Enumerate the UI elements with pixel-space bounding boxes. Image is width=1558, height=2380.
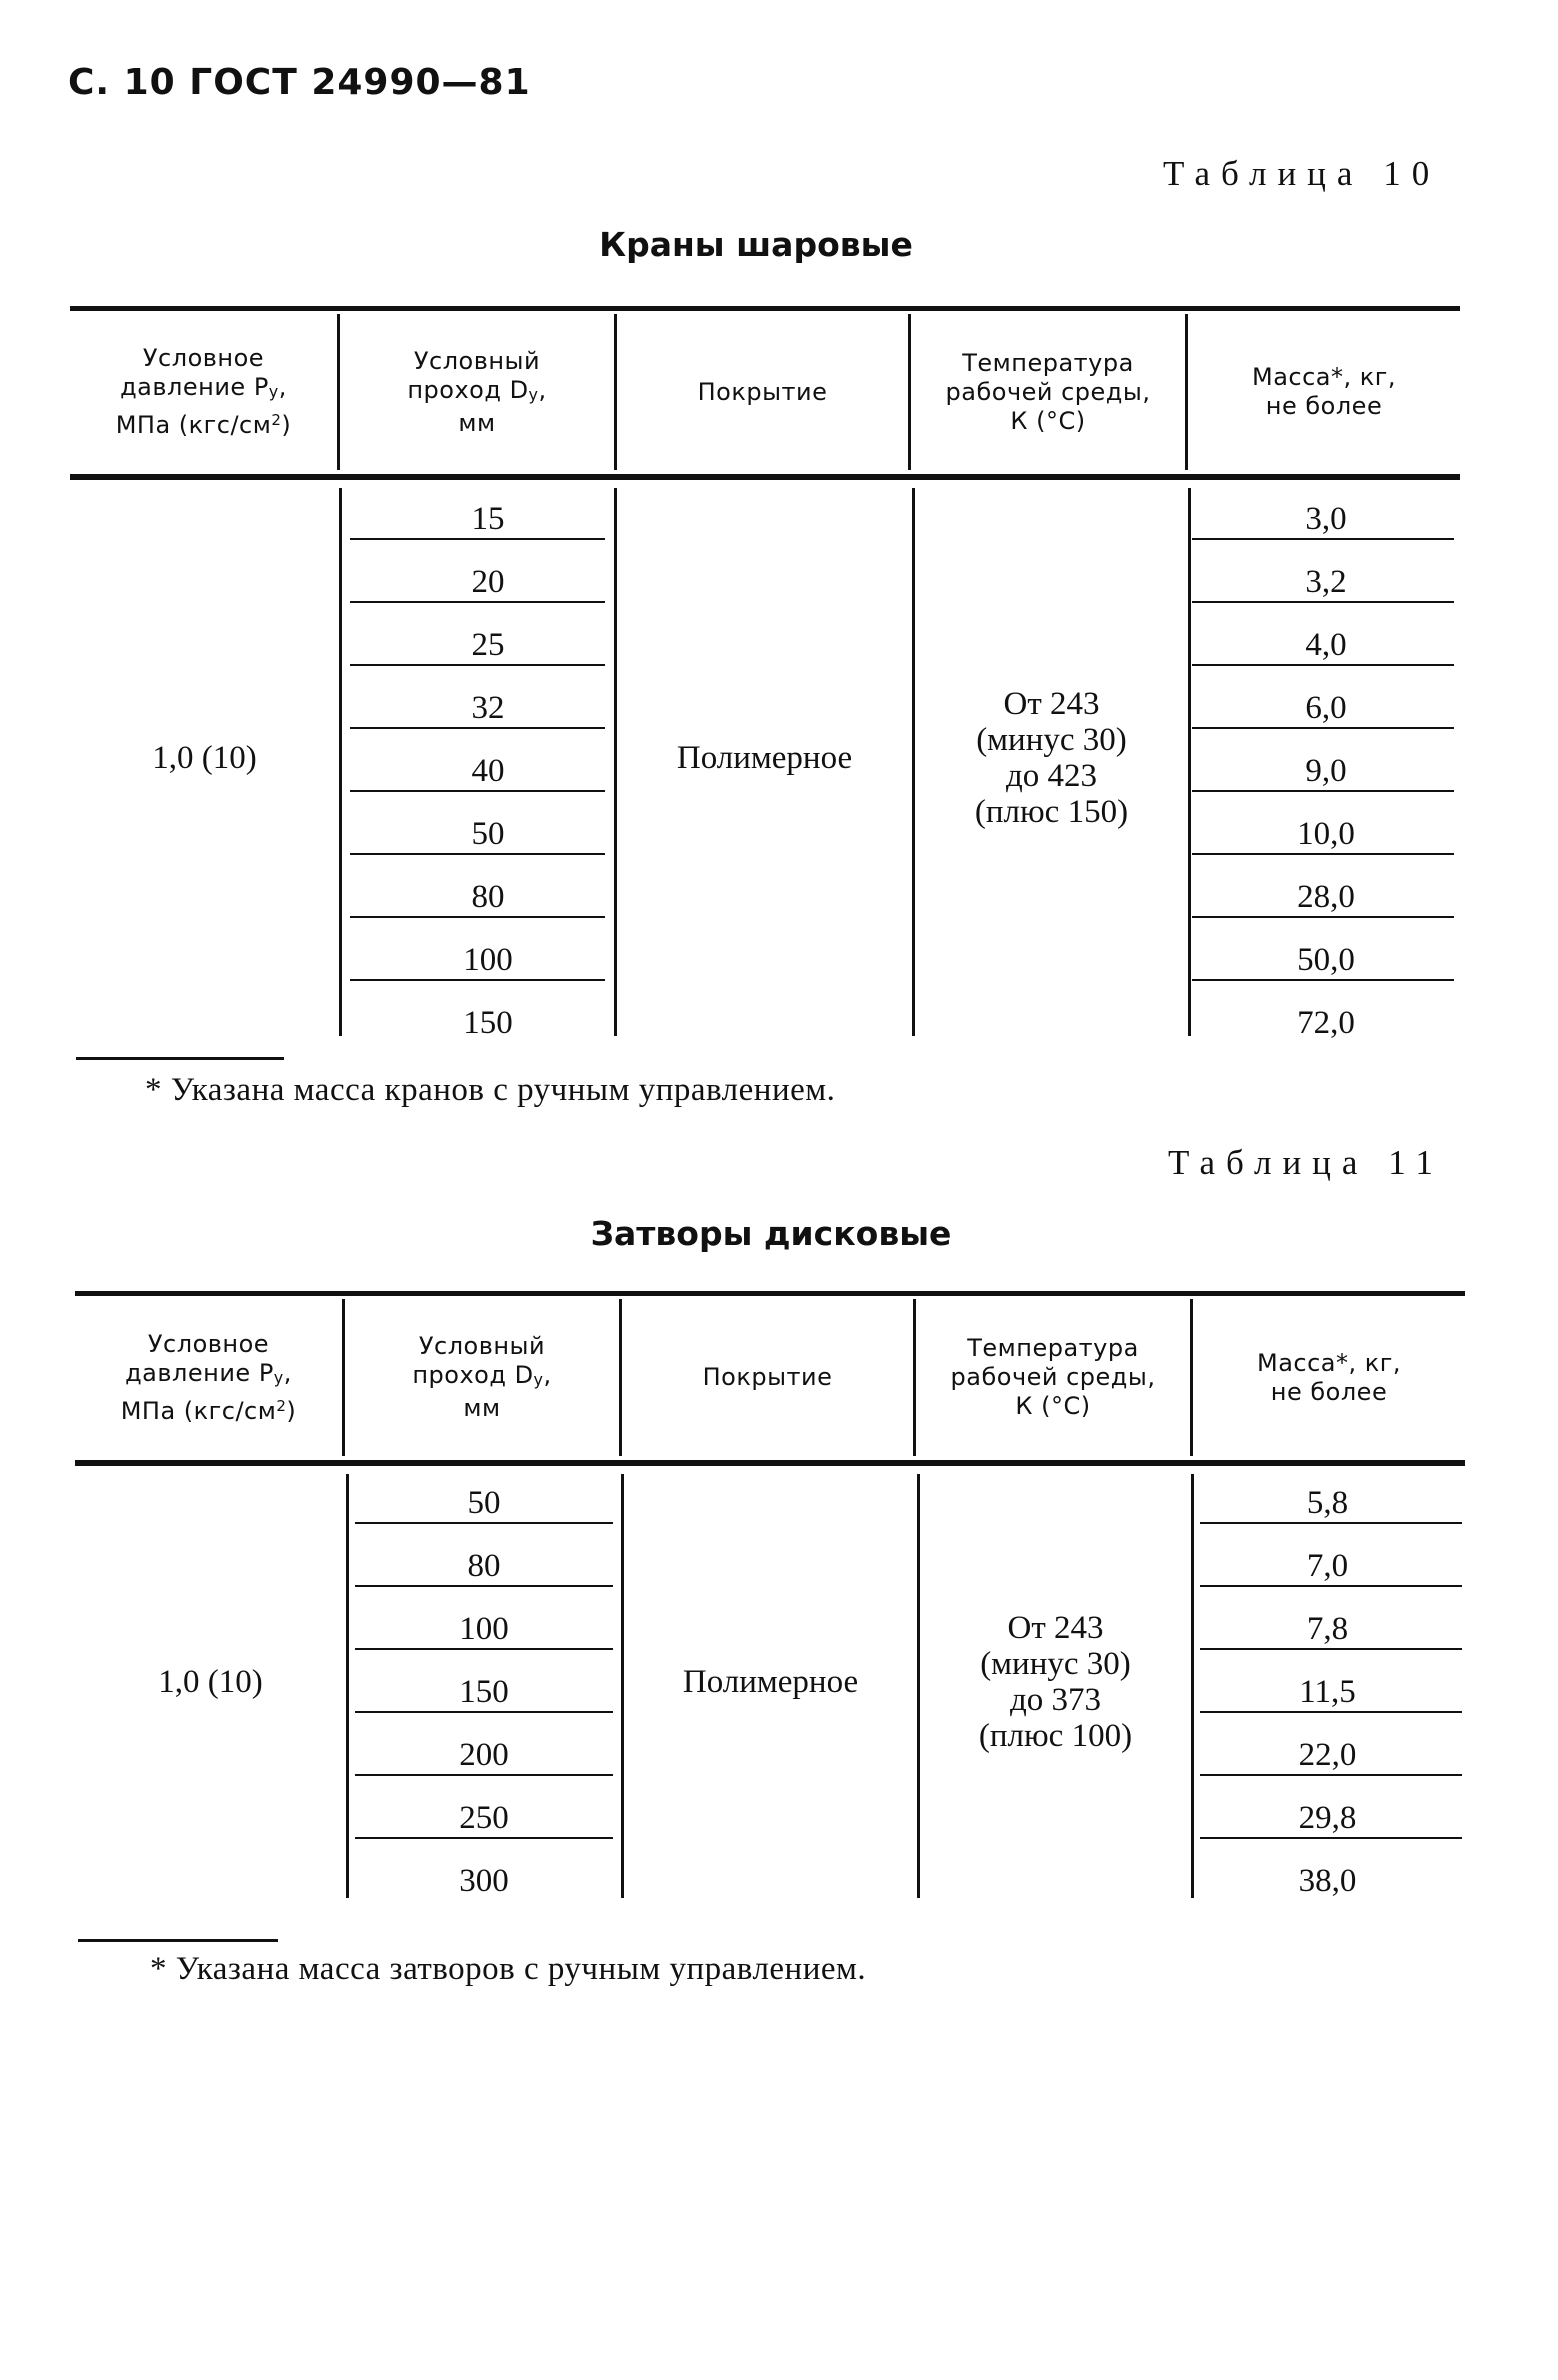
- mass-cell: 9,0: [1305, 753, 1347, 789]
- passage-cell: 40: [471, 753, 505, 789]
- mass-cell: 28,0: [1297, 879, 1355, 915]
- passage-cell: 150: [463, 1005, 513, 1041]
- row-rule: [350, 727, 605, 729]
- mass-cell: 7,8: [1306, 1611, 1349, 1647]
- passage-cell: 100: [459, 1611, 509, 1647]
- pressure-value: 1,0 (10): [158, 1664, 263, 1700]
- temperature-value: От 243 (минус 30) до 423 (плюс 150): [974, 686, 1129, 830]
- passage-cell: 15: [471, 501, 505, 537]
- pressure-value: 1,0 (10): [152, 740, 257, 776]
- table-title: Краны шаровые: [599, 225, 913, 264]
- header-temperature: Температура рабочей среды, К (°С): [950, 1334, 1156, 1420]
- passage-cell: 250: [459, 1800, 509, 1836]
- row-rule: [355, 1774, 613, 1776]
- table-label: Таблица 10: [1163, 154, 1441, 193]
- row-rule: [350, 916, 605, 918]
- header-pressure: Условное давление $P_у$, МПа $(кгс/см^2)$: [115, 344, 292, 439]
- row-rule: [1200, 1522, 1462, 1524]
- row-rule: [1192, 601, 1454, 603]
- mass-cell: 5,8: [1306, 1485, 1349, 1521]
- header-coating: Покрытие: [702, 1363, 833, 1391]
- table-header-rule: [75, 1460, 1465, 1466]
- mass-cell: 7,0: [1306, 1548, 1349, 1584]
- row-rule: [350, 538, 605, 540]
- row-rule: [1192, 790, 1454, 792]
- row-rule: [350, 979, 605, 981]
- row-rule: [350, 664, 605, 666]
- passage-cell: 80: [467, 1548, 501, 1584]
- column-divider: [1188, 488, 1191, 1036]
- header-mass: Масса*, кг, не более: [1256, 1348, 1401, 1406]
- table-label: Таблица 11: [1168, 1143, 1444, 1182]
- passage-cell: 80: [471, 879, 505, 915]
- mass-cell: 38,0: [1298, 1863, 1357, 1899]
- page-header: С. 10 ГОСТ 24990—81: [68, 62, 531, 103]
- header-pressure: Условное давление $P_у$, МПа $(кгс/см^2)$: [120, 1329, 297, 1425]
- table-title: Затворы дисковые: [590, 1214, 952, 1253]
- passage-cell: 50: [467, 1485, 501, 1521]
- row-rule: [355, 1837, 613, 1839]
- coating-value: Полимерное: [682, 1664, 859, 1700]
- row-rule: [1192, 853, 1454, 855]
- passage-cell: 32: [471, 690, 505, 726]
- row-rule: [350, 853, 605, 855]
- row-rule: [1200, 1711, 1462, 1713]
- passage-cell: 20: [471, 564, 505, 600]
- mass-cell: 50,0: [1297, 942, 1355, 978]
- column-divider: [346, 1474, 349, 1898]
- mass-cell: 4,0: [1305, 627, 1347, 663]
- row-rule: [1192, 727, 1454, 729]
- passage-cell: 300: [459, 1863, 509, 1899]
- row-rule: [1200, 1585, 1462, 1587]
- mass-cell: 3,0: [1305, 501, 1347, 537]
- footnote-rule: [76, 1057, 284, 1060]
- mass-cell: 3,2: [1305, 564, 1347, 600]
- header-passage: Условный проход $D_у$, мм: [412, 1332, 552, 1422]
- column-divider: [339, 488, 342, 1036]
- footnote-rule: [78, 1939, 278, 1942]
- row-rule: [355, 1585, 613, 1587]
- row-rule: [1192, 916, 1454, 918]
- passage-cell: 50: [471, 816, 505, 852]
- mass-cell: 10,0: [1297, 816, 1355, 852]
- passage-cell: 150: [459, 1674, 509, 1710]
- mass-cell: 11,5: [1299, 1674, 1356, 1710]
- row-rule: [350, 601, 605, 603]
- table-top-rule: [70, 306, 1460, 311]
- row-rule: [1200, 1774, 1462, 1776]
- row-rule: [355, 1711, 613, 1713]
- row-rule: [355, 1648, 613, 1650]
- column-divider: [1191, 1474, 1194, 1898]
- header-coating: Покрытие: [697, 377, 828, 406]
- mass-cell: 29,8: [1298, 1800, 1357, 1836]
- temperature-value: От 243 (минус 30) до 373 (плюс 100): [978, 1610, 1133, 1754]
- footnote: * Указана масса затворов с ручным управлением.: [150, 1951, 867, 1987]
- passage-cell: 25: [471, 627, 505, 663]
- row-rule: [1192, 979, 1454, 981]
- header-passage: Условный проход $D_у$, мм: [407, 346, 547, 437]
- table-header-rule: [70, 474, 1460, 480]
- row-rule: [355, 1522, 613, 1524]
- mass-cell: 72,0: [1297, 1005, 1355, 1041]
- mass-cell: 6,0: [1305, 690, 1347, 726]
- coating-value: Полимерное: [676, 740, 853, 776]
- row-rule: [1200, 1837, 1462, 1839]
- row-rule: [1200, 1648, 1462, 1650]
- header-mass: Масса*, кг, не более: [1251, 363, 1396, 420]
- row-rule: [1192, 664, 1454, 666]
- mass-cell: 22,0: [1298, 1737, 1357, 1773]
- row-rule: [1192, 538, 1454, 540]
- footnote: * Указана масса кранов с ручным управлением.: [145, 1072, 836, 1108]
- row-rule: [350, 790, 605, 792]
- table-top-rule: [75, 1291, 1465, 1296]
- passage-cell: 200: [459, 1737, 509, 1773]
- header-temperature: Температура рабочей среды, К (°С): [945, 348, 1151, 435]
- passage-cell: 100: [463, 942, 513, 978]
